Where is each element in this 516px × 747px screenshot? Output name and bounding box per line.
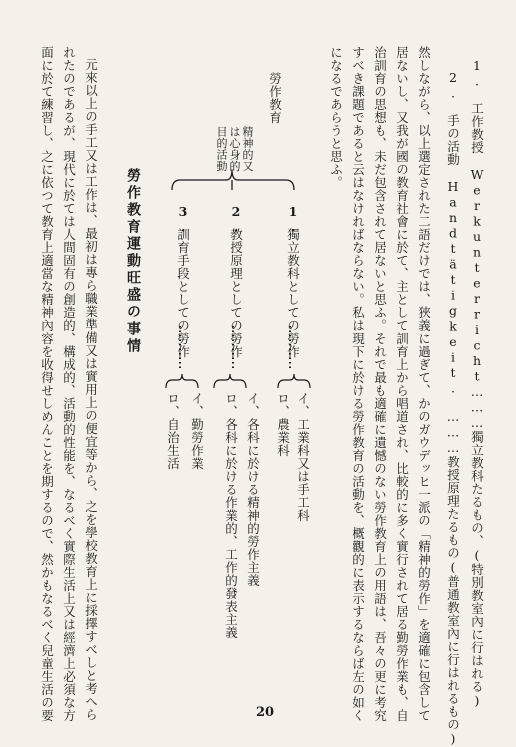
body-line-4: すべき課題であると云はなければならない。私は現下に於ける勞作教育の活動を、概觀的に表示するならば左の如く bbox=[350, 46, 366, 722]
sub-brace-1 bbox=[276, 372, 312, 390]
body-line-1: 然しながら、以上選定された二語だけでは、狹義に過ぎて、かのガウデッヒ一派の「精神的勞作」を適確に包含して bbox=[416, 46, 432, 722]
diagram-root: 勞作教育 bbox=[267, 72, 283, 124]
diagram-root-note-b: は心身的 bbox=[228, 126, 241, 172]
leader-dots-2 bbox=[223, 326, 243, 372]
diagram-root-note-c: 目的活動 bbox=[215, 126, 228, 172]
paragraph-line-3: 面に於て練習し、之に依つて教育上適當な精神內容を收得せしめんことを期するので、然かもなるべく兒童生活の要 bbox=[39, 46, 55, 722]
list-item-1: 1. 工作教授 Werkunterricht………獨立教科たるもの、(特別教室內に行はれる) bbox=[469, 58, 485, 709]
branch-1-label: 獨立教科としての勞作 bbox=[285, 228, 301, 358]
list-item-2: 2. 手の活動 Handtätigkeit. ………教授原理たるもの(普通教室內に行はれるもの) bbox=[445, 70, 461, 747]
leader-dots-3 bbox=[170, 326, 190, 372]
paragraph-line-2: れたのであるが、現代に於ては人間固有の創造的、構成的、活動的性能を、なるべく實際生活上又は經濟上必須な方 bbox=[61, 46, 77, 722]
section-title: 勞作教育運動旺盛の事情 bbox=[125, 168, 141, 355]
sub-brace-3 bbox=[164, 372, 200, 390]
branch-2-item-a: イ、各科に於ける精神的勞作主義 bbox=[245, 392, 261, 587]
diagram-root-note-a: 精神的又 bbox=[241, 126, 254, 172]
body-line-2: 居ないし、又我が國の教育社會に於て、主として訓育上から唱道され、比較的に多く實行されて居る勤勞作業も、自 bbox=[394, 46, 410, 722]
body-line-5: になるであらうと思ふ。 bbox=[328, 46, 344, 189]
leader-dots-1 bbox=[280, 326, 300, 372]
branch-3-label: 訓育手段としての勞作 bbox=[175, 228, 191, 358]
branch-1-item-a: イ、工業科又は手工科 bbox=[295, 392, 311, 522]
sub-brace-2 bbox=[212, 372, 248, 390]
branch-3-item-b: ロ、自治生活 bbox=[165, 392, 181, 470]
branch-2-item-b: ロ、各科に於ける作業的、工作的發表主義 bbox=[223, 392, 239, 639]
branch-2-num: 2. bbox=[228, 204, 244, 235]
branch-3-num: 3. bbox=[175, 204, 191, 235]
branch-3-item-a: イ、勤勞作業 bbox=[189, 392, 205, 470]
branch-2-label: 教授原理としての勞作 bbox=[228, 228, 244, 358]
branch-1-num: 1. bbox=[285, 204, 301, 235]
page-number: 20 bbox=[255, 705, 275, 720]
paragraph-line-1: 元來以上の手工又は工作は、最初は專ら職業準備又は實用上の便宜等から、之を學校教育上に採擇すべしと考へら bbox=[83, 58, 99, 721]
body-line-3: 治訓育の思想も、未だ包含されて居ないと思ふ。それで最も適確に遺憾のない勞作教育上の用語は、吾々の更に考究 bbox=[372, 46, 388, 722]
diagram-brace bbox=[168, 160, 298, 200]
branch-1-item-b: ロ、農業科 bbox=[275, 392, 291, 457]
